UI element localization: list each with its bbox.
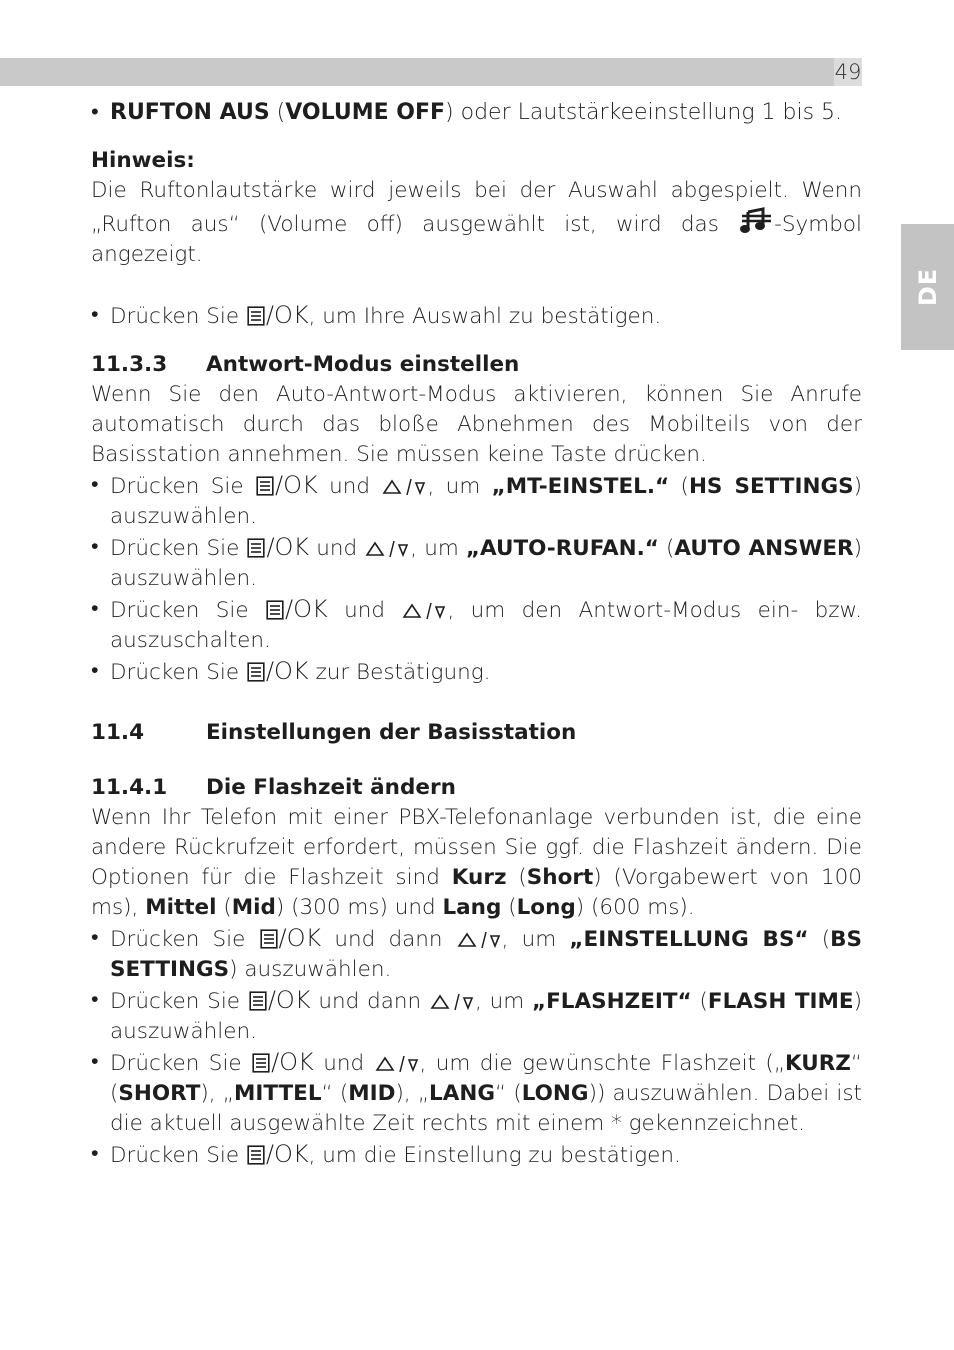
menu-key-icon: [247, 538, 265, 558]
menu-key-icon: [247, 306, 265, 326]
ringer-off-icon: [739, 206, 773, 234]
language-tab: [901, 224, 954, 350]
up-down-arrow-icon: [457, 931, 501, 949]
menu-key-icon: [266, 600, 284, 620]
menu-key-icon: [256, 476, 274, 496]
bullet-confirm-setting: • Drücken Sie /OK, um die Einstellung zu bestätigen.: [91, 1139, 862, 1171]
section-heading-11-3-3: 11.3.3 Antwort-Modus einstellen: [91, 352, 520, 377]
menu-key-icon: [247, 1145, 265, 1165]
bullet-toggle-answer-mode: • Drücken Sie /OK und , um den Antwort-Modus ein- bzw. auszuschalten.: [91, 594, 862, 656]
menu-ok-key: /OK: [255, 470, 318, 502]
bullet-confirm-selection: • Drücken Sie /OK, um Ihre Auswahl zu bestätigen.: [91, 300, 862, 332]
language-tab-label: DE: [913, 267, 942, 307]
bullet-confirm: • Drücken Sie /OK zur Bestätigung.: [91, 656, 862, 688]
section-heading-11-4-1: 11.4.1 Die Flashzeit ändern: [91, 775, 456, 800]
bullet-hs-settings: • Drücken Sie /OK und , um „MT-EINSTEL.“ (HS SETTINGS) auszuwählen.: [91, 470, 862, 532]
menu-ok-key: /OK: [246, 1139, 309, 1171]
section-heading-11-4: 11.4 Einstellungen der Basisstation: [91, 720, 577, 745]
section-intro-11-3-3: Wenn Sie den Auto-Antwort-Modus aktivieren, können Sie Anrufe automatisch durch das bloße Abnehmen des Mobilteils von der Basisstation annehmen. Sie müssen keine Taste drücken.: [91, 382, 862, 467]
menu-ok-key: /OK: [246, 532, 309, 564]
menu-key-icon: [252, 1053, 270, 1073]
menu-ok-key: /OK: [246, 656, 309, 688]
up-down-arrow-icon: [365, 540, 409, 558]
up-down-arrow-icon: [382, 478, 426, 496]
menu-ok-key: /OK: [259, 923, 322, 955]
menu-ok-key: /OK: [265, 594, 328, 626]
bullet-flash-time: • Drücken Sie /OK und dann , um „FLASHZEIT“ (FLASH TIME) auszuwählen.: [91, 985, 862, 1047]
menu-key-icon: [247, 662, 265, 682]
section-intro-11-4-1: Wenn Ihr Telefon mit einer PBX-Telefonanlage verbunden ist, die eine andere Rückrufzeit erfordert, müssen Sie ggf. die Flashzeit ändern. Die Optionen für die Flashzeit sind Kurz (Short) (Vorgabewert von 100 ms), Mittel (Mid) (300 ms) und Lang (Long) (600 ms).: [91, 805, 862, 920]
bullet-select-flash-option: • Drücken Sie /OK und , um die gewünschte Flashzeit („KURZ“ (SHORT), „MITTEL“ (MID), „LANG“ (LONG)) auszuwählen. Dabei ist die aktuell ausgewählte Zeit rechts mit einem * gekennzeichnet.: [91, 1047, 862, 1139]
note-text: Die Ruftonlautstärke wird jeweils bei der Auswahl abgespielt. Wenn „Rufton aus“ (Volume off) ausgewählt ist, wird das -Symbol angezeigt.: [91, 178, 862, 267]
up-down-arrow-icon: [375, 1055, 419, 1073]
up-down-arrow-icon: [430, 993, 474, 1011]
up-down-arrow-icon: [402, 602, 446, 620]
page-content: [91, 98, 862, 1171]
page-number: 49: [834, 60, 862, 84]
bullet-volume-off: • RUFTON AUS (VOLUME OFF) oder Lautstärkeeinstellung 1 bis 5.: [91, 98, 862, 128]
menu-key-icon: [249, 991, 267, 1011]
bullet-bs-settings: • Drücken Sie /OK und dann , um „EINSTELLUNG BS“ (BS SETTINGS) auszuwählen.: [91, 923, 862, 985]
header-bar: [0, 58, 834, 86]
menu-ok-key: /OK: [246, 300, 309, 332]
bullet-auto-answer: • Drücken Sie /OK und , um „AUTO-RUFAN.“ (AUTO ANSWER) auszuwählen.: [91, 532, 862, 594]
menu-key-icon: [260, 929, 278, 949]
menu-ok-key: /OK: [248, 985, 311, 1017]
menu-ok-key: /OK: [251, 1047, 314, 1079]
note-label: Hinweis:: [91, 148, 195, 173]
